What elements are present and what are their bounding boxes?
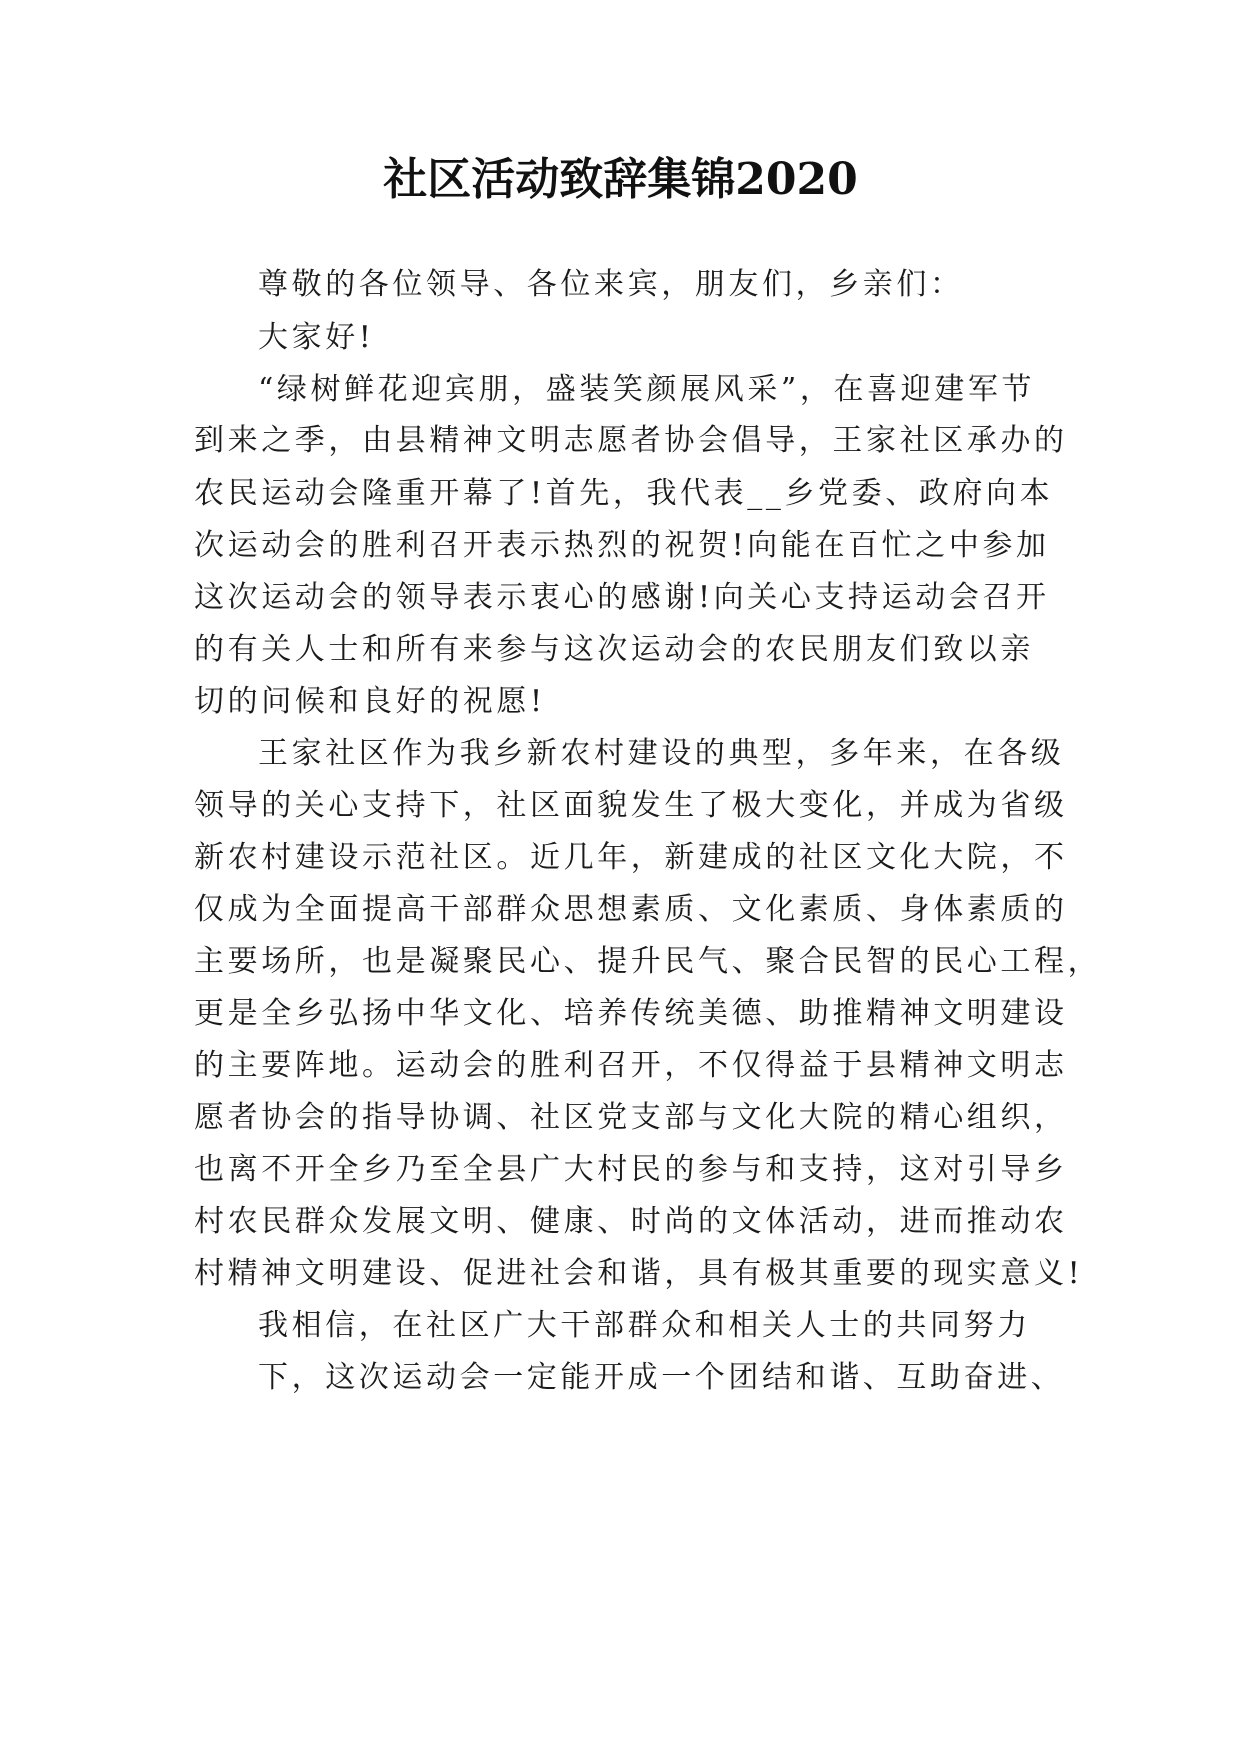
text-line: 下，这次运动会一定能开成一个团结和谐、互助奋进、 <box>258 1360 1065 1395</box>
text-line: 愿者协会的指导协调、社区党支部与文化大院的精心组织， <box>194 1100 1068 1135</box>
text-line: 的主要阵地。运动会的胜利召开，不仅得益于县精神文明志 <box>194 1048 1068 1083</box>
text-line: 到来之季，由县精神文明志愿者协会倡导，王家社区承办的 <box>194 423 1068 458</box>
text-line: 尊敬的各位领导、各位来宾，朋友们，乡亲们： <box>258 267 964 302</box>
document-title: 社区活动致辞集锦2020 <box>383 154 858 205</box>
text-line: 村精神文明建设、促进社会和谐，具有极其重要的现实意义! <box>194 1256 1084 1291</box>
text-line: 次运动会的胜利召开表示热烈的祝贺!向能在百忙之中参加 <box>194 528 1050 563</box>
text-line: 我相信，在社区广大干部群众和相关人士的共同努力 <box>258 1308 1031 1343</box>
text-line: 切的问候和良好的祝愿! <box>194 684 546 719</box>
text-line: “绿树鲜花迎宾朋，盛装笑颜展风采”，在喜迎建军节 <box>258 372 1036 407</box>
text-line: 的有关人士和所有来参与这次运动会的农民朋友们致以亲 <box>194 632 1034 667</box>
text-line: 领导的关心支持下，社区面貌发生了极大变化，并成为省级 <box>194 788 1068 823</box>
text-line: 王家社区作为我乡新农村建设的典型，多年来，在各级 <box>258 736 1065 771</box>
text-line: 也离不开全乡乃至全县广大村民的参与和支持，这对引导乡 <box>194 1152 1068 1187</box>
text-line: 新农村建设示范社区。近几年，新建成的社区文化大院，不 <box>194 840 1068 875</box>
text-line: 大家好! <box>258 320 375 355</box>
text-line: 仅成为全面提高干部群众思想素质、文化素质、身体素质的 <box>194 892 1068 927</box>
text-line: 更是全乡弘扬中华文化、培养传统美德、助推精神文明建设 <box>194 996 1068 1031</box>
text-line: 这次运动会的领导表示衷心的感谢!向关心支持运动会召开 <box>194 580 1050 615</box>
text-line: 农民运动会隆重开幕了!首先，我代表__乡党委、政府向本 <box>194 476 1054 511</box>
text-line: 村农民群众发展文明、健康、时尚的文体活动，进而推动农 <box>194 1204 1068 1239</box>
text-line: 主要场所，也是凝聚民心、提升民气、聚合民智的民心工程， <box>194 944 1102 979</box>
